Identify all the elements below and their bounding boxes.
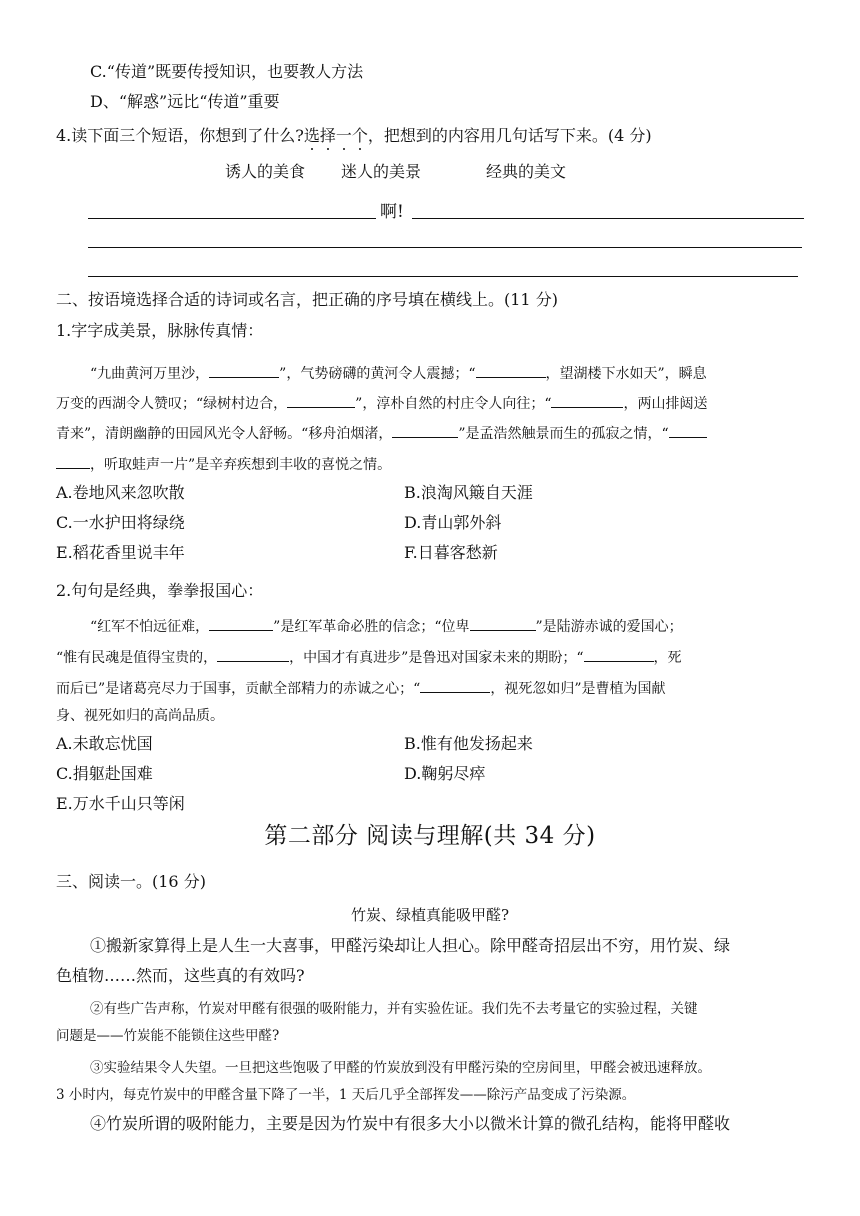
q4-prompt	[56, 126, 652, 146]
option-c: C.捐躯赴国难	[56, 764, 153, 783]
section2-q1-para-line	[56, 392, 707, 413]
option-f: F.日暮客愁新	[404, 543, 498, 562]
text-run: “九曲黄河万里沙，	[90, 366, 210, 382]
text-run: ”是孟浩然触景而生的孤寂之情，“	[458, 426, 669, 442]
option-b: B.惟有他发扬起来	[404, 734, 533, 753]
text-run: ”，淳朴自然的村庄令人向往；“	[355, 396, 552, 412]
option-a: A.卷地风来忽吹散	[56, 483, 185, 502]
q4-phrase-1: 诱人的美食	[225, 162, 306, 181]
text-run: “惟有民魂是值得宝贵的，	[56, 650, 218, 666]
section2-q2-para-line: 身、视死如归的高尚品质。	[56, 708, 224, 724]
q4-phrase-3: 经典的美文	[486, 162, 567, 181]
text-run: ，望湖楼下水如天”，瞬息	[545, 366, 707, 382]
fill-blank[interactable]	[209, 615, 273, 631]
answer-line[interactable]	[412, 218, 804, 219]
section2-q2-para-line	[56, 646, 682, 667]
section2-q2-para-line	[90, 615, 683, 636]
article-paragraph: ①搬新家算得上是人生一大喜事，甲醛污染却让人担心。除甲醛奇招层出不穷，用竹炭、绿	[90, 936, 731, 955]
fill-blank[interactable]	[669, 422, 707, 438]
fill-blank[interactable]	[217, 646, 289, 662]
text-run: ，听取蛙声一片”是辛弃疾想到丰收的喜悦之情。	[90, 457, 392, 473]
section2-q1-para-line	[56, 453, 391, 474]
section2-q1-para-line	[90, 362, 707, 383]
answer-line[interactable]	[88, 276, 798, 277]
fill-blank[interactable]	[476, 362, 546, 378]
option-c: C.一水护田将绿绕	[56, 513, 185, 532]
option-e: E.万水千山只等闲	[56, 794, 185, 813]
section2-q1-para-line	[56, 422, 707, 443]
q4-exclaim: 啊!	[380, 202, 404, 222]
reading1-heading: 三、阅读一。(16 分)	[56, 872, 206, 891]
option-d: D.青山郭外斜	[404, 513, 502, 532]
emphasis-char: 选	[303, 126, 320, 145]
q4-prompt-post: ，把想到的内容用几句话写下来。(4 分)	[367, 126, 652, 145]
fill-blank[interactable]	[287, 392, 355, 408]
text-run: ”是红军革命必胜的信念；“位卑	[273, 619, 470, 635]
q3-option-c: C.“传道”既要传授知识，也要教人方法	[90, 62, 364, 81]
text-run: 而后已”是诸葛亮尽力于国事，贡献全部精力的赤诚之心；“	[56, 681, 421, 697]
option-b: B.浪淘风簸自天涯	[404, 483, 533, 502]
answer-line[interactable]	[88, 218, 376, 219]
text-run: 青来”，清朗幽静的田园风光令人舒畅。“移舟泊烟渚，	[56, 426, 393, 442]
section2-q2-title: 2.句句是经典，拳拳报国心：	[56, 581, 264, 600]
q4-phrase-2: 迷人的美景	[341, 162, 422, 181]
text-run: ，视死忽如归”是曹植为国献	[490, 681, 666, 697]
fill-blank[interactable]	[209, 362, 279, 378]
text-run: ，两山排闼送	[623, 396, 708, 412]
article-paragraph: ②有些广告声称，竹炭对甲醛有很强的吸附能力，并有实验佐证。我们先不去考量它的实验过程，关键	[90, 1001, 698, 1017]
fill-blank[interactable]	[420, 677, 490, 693]
text-run: ”，气势磅礴的黄河令人震撼；“	[279, 366, 476, 382]
article-paragraph: 色植物……然而，这些真的有效吗?	[56, 966, 305, 985]
emphasis-char: 一	[335, 126, 352, 145]
option-d: D.鞠躬尽瘁	[404, 764, 486, 783]
text-run: ，死	[653, 650, 682, 666]
emphasis-char: 择	[319, 126, 336, 145]
section2-q2-para-line	[56, 677, 666, 698]
section2-q1-title: 1.字字成美景，脉脉传真情：	[56, 321, 264, 340]
text-run: ”是陆游赤诚的爱国心；	[535, 619, 683, 635]
article-paragraph: ③实验结果令人失望。一旦把这些饱吸了甲醛的竹炭放到没有甲醛污染的空房间里，甲醛会被迅速释放。	[90, 1060, 711, 1076]
fill-blank[interactable]	[56, 453, 90, 469]
article-title: 竹炭、绿植真能吸甲醛?	[350, 906, 510, 924]
option-a: A.未敢忘忧国	[56, 734, 153, 753]
text-run: “红军不怕远征难，	[90, 619, 210, 635]
fill-blank[interactable]	[470, 615, 536, 631]
option-e: E.稻花香里说丰年	[56, 543, 185, 562]
q3-option-d: D、“解惑”远比“传道”重要	[90, 92, 280, 111]
fill-blank[interactable]	[584, 646, 654, 662]
section2-heading: 二、按语境选择合适的诗词或名言，把正确的序号填在横线上。(11 分)	[56, 290, 558, 309]
q4-prompt-pre: 4.读下面三个短语，你想到了什么?	[56, 126, 304, 145]
fill-blank[interactable]	[392, 422, 458, 438]
article-paragraph: ④竹炭所谓的吸附能力，主要是因为竹炭中有很多大小以微米计算的微孔结构，能将甲醛收	[90, 1114, 731, 1133]
article-paragraph: 问题是——竹炭能不能锁住这些甲醛?	[56, 1028, 280, 1044]
answer-line[interactable]	[88, 247, 802, 248]
emphasis-char: 个	[351, 126, 368, 145]
text-run: 万变的西湖令人赞叹；“绿树村边合，	[56, 396, 288, 412]
part2-title: 第二部分 阅读与理解(共 34 分)	[264, 823, 596, 849]
fill-blank[interactable]	[551, 392, 623, 408]
article-paragraph: 3 小时内，每克竹炭中的甲醛含量下降了一半，1 天后几乎全部挥发——除污产品变成了污染源。	[56, 1087, 636, 1103]
text-run: ，中国才有真进步”是鲁迅对国家未来的期盼；“	[289, 650, 584, 666]
